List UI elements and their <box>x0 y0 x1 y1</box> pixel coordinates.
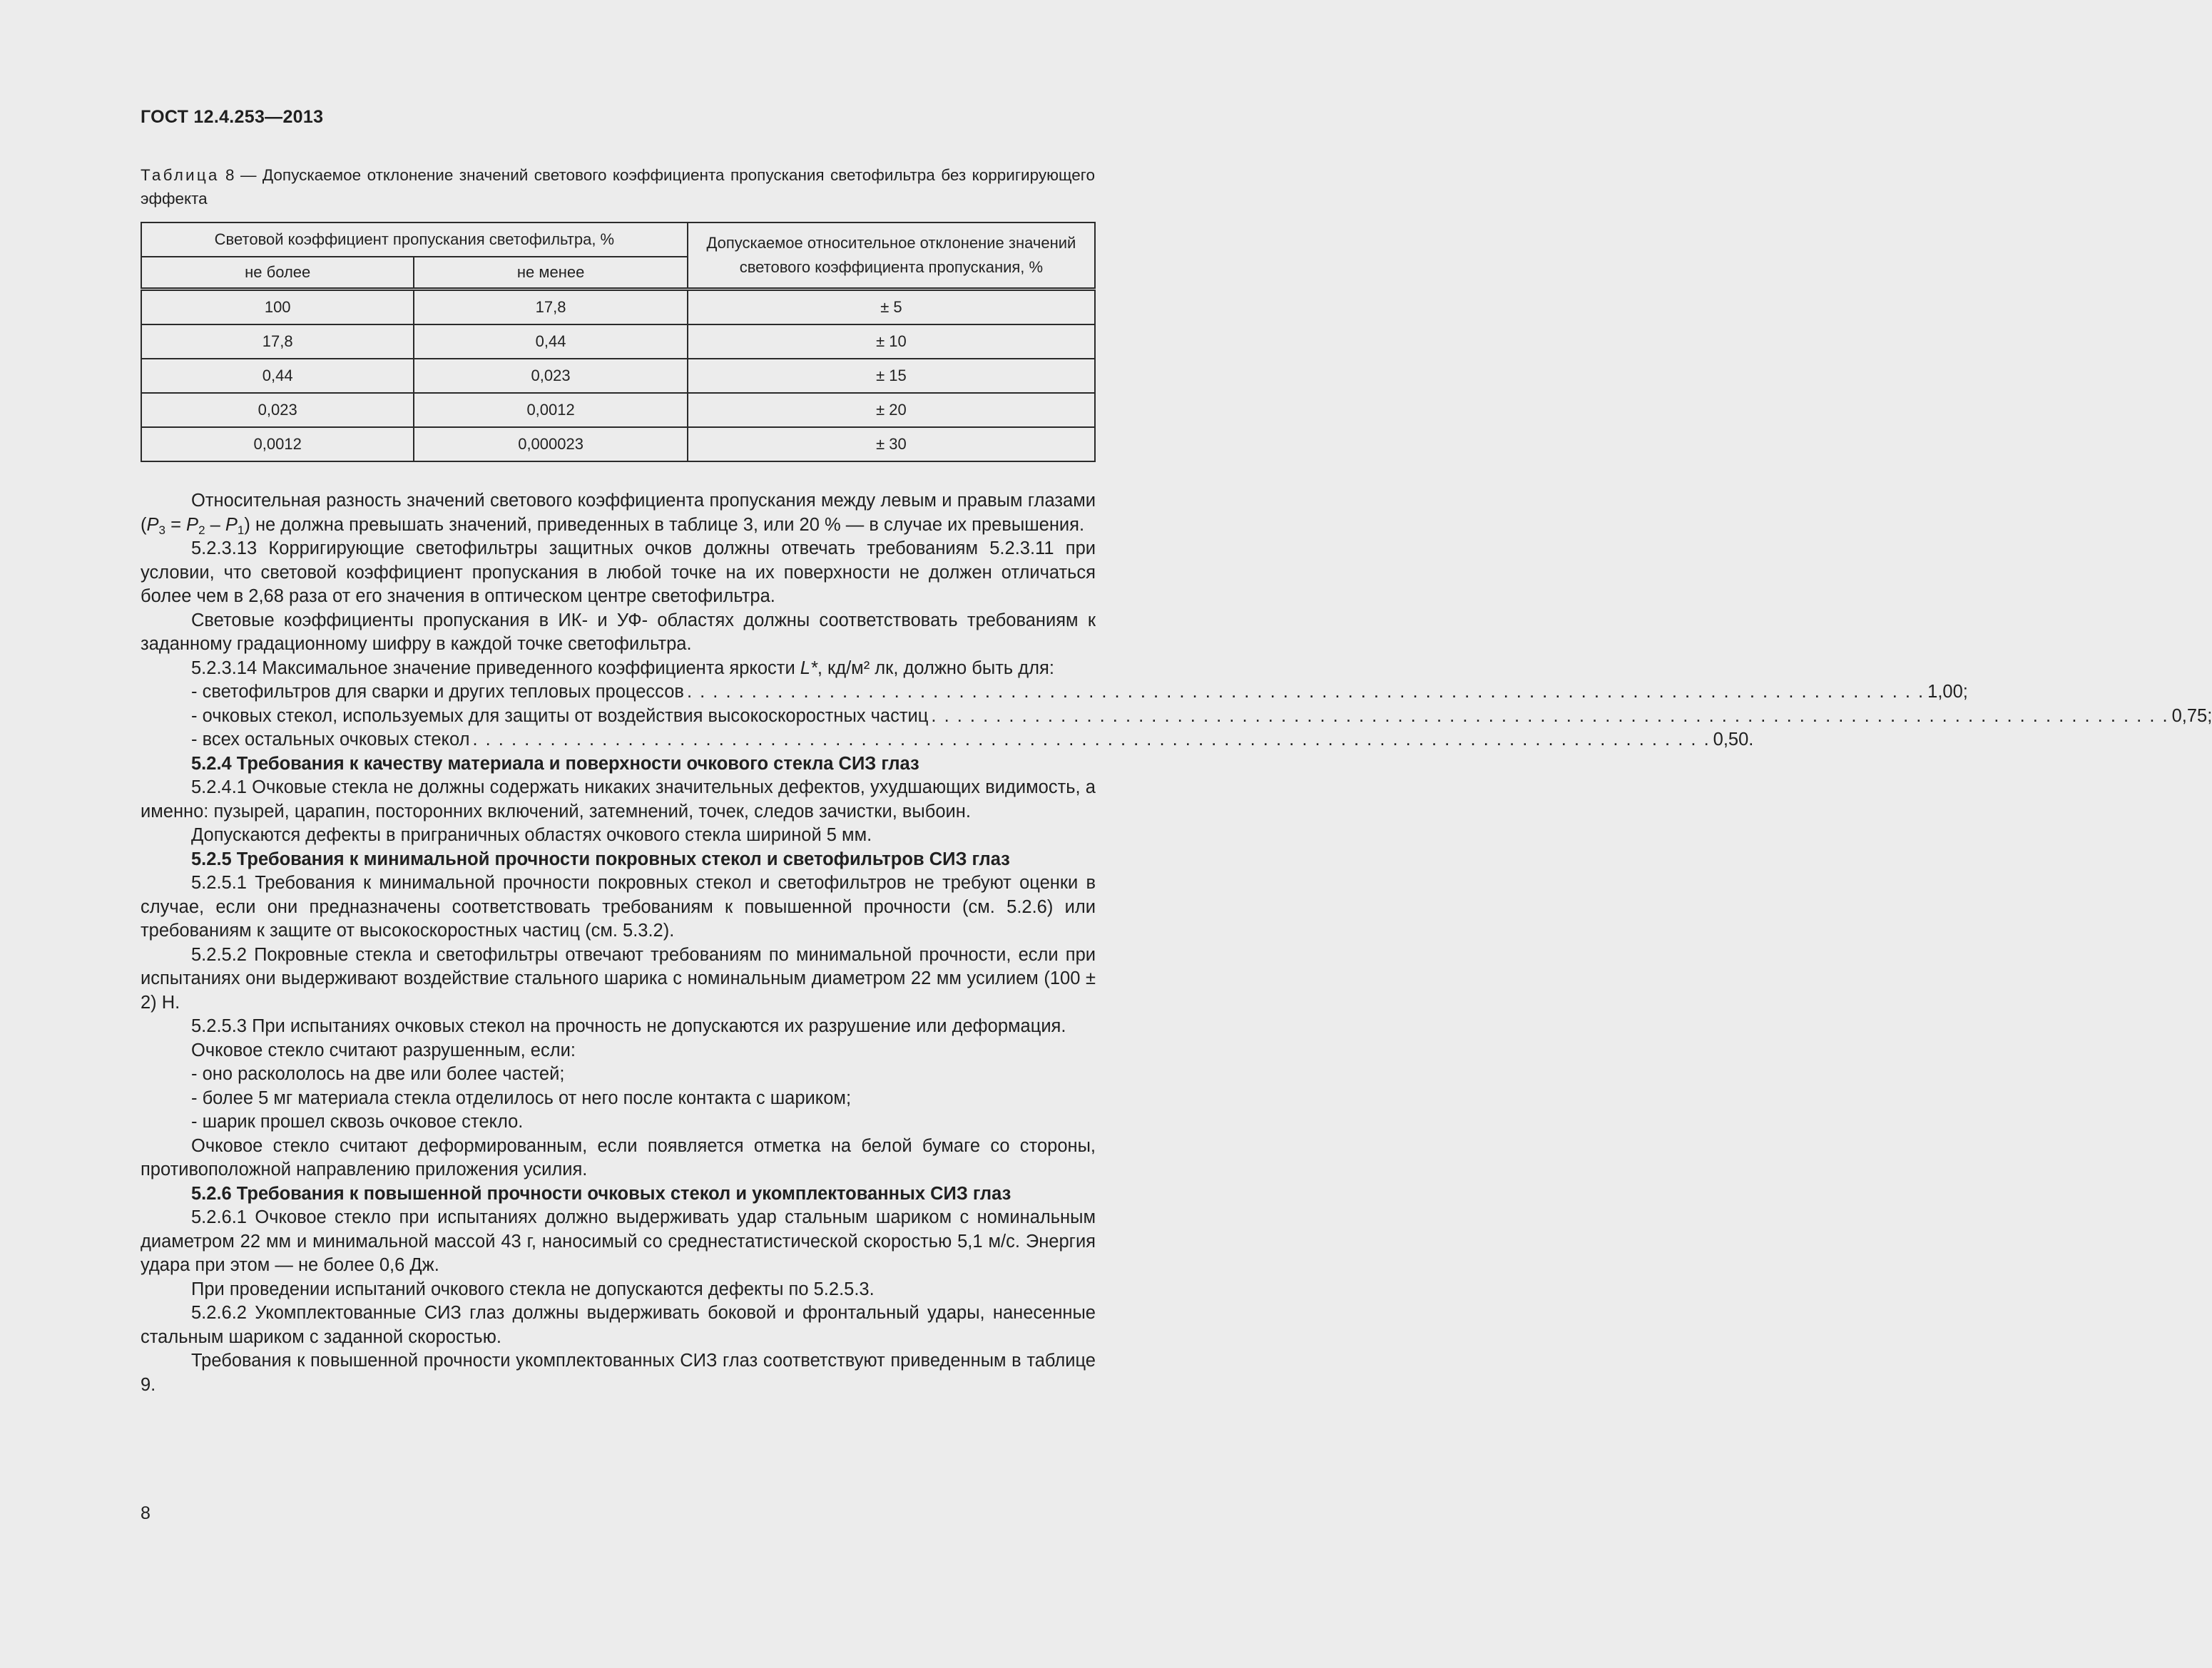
table-row <box>141 359 1095 393</box>
heading-5-2-5: 5.2.5 Требования к минимальной прочности покровных стекол и светофильтров СИЗ глаз <box>191 849 1010 869</box>
cell-min: 17,8 <box>414 290 687 325</box>
document-header: ГОСТ 12.4.253—2013 <box>141 107 324 127</box>
header-group-cell: Световой коэффициент пропускания светофильтра, % <box>141 222 688 257</box>
list-item: - шарик прошел сквозь очковое стекло. <box>191 1112 524 1132</box>
cell-min: 0,000023 <box>414 427 687 461</box>
leader-dots: . . . . . . . . . . . . . . . . . . . . . . . . . . . . . . . . . . . . . . . . . . . . . . . . . . . . . . . . . . . . . . . . . . . . . . . . . . . . . . . . . . . . . . . . . . . . . . . . <box>931 705 2169 726</box>
heading-5-2-4: 5.2.4 Требования к качеству материала и поверхности очкового стекла СИЗ глаз <box>191 753 919 774</box>
paragraph-5-2-4-1: 5.2.4.1 Очковые стекла не должны содержать никаких значительных дефектов, ухудшающих видимость, а именно: пузырей, царапин, посторонних включений, затемнений, точек, следов зачистки, выбоин. <box>141 777 1096 822</box>
cell-max: 17,8 <box>141 324 414 359</box>
paragraph-5-2-5-1: 5.2.5.1 Требования к минимальной прочности покровных стекол и светофильтров не требуют оценки в случае, если они предназначены соответствовать требованиям к повышенной прочности (см. 5.2.6) или требованиям к защите от высокоскоростных частиц (см. 5.3.2). <box>141 873 1096 941</box>
page-number: 8 <box>141 1503 151 1523</box>
leader-dots: . . . . . . . . . . . . . . . . . . . . . . . . . . . . . . . . . . . . . . . . . . . . . . . . . . . . . . . . . . . . . . . . . . . . . . . . . . . . . . . . . . . . . . . . . . . . . . . . <box>686 682 1925 702</box>
header-deviation-cell: Допускаемое относительное отклонение значений светового коэффициента пропускания, % <box>688 222 1095 290</box>
paragraph-deformed: Очковое стекло считают деформированным, если появляется отметка на белой бумаге со стороны, противоположной направлению приложения усилия. <box>141 1135 1096 1180</box>
list-item: - оно раскололось на две или более частей; <box>191 1064 565 1084</box>
header-min-cell: не менее <box>414 257 687 290</box>
paragraph-5-2-3-14: 5.2.3.14 Максимальное значение приведенного коэффициента яркости L*, кд/м² лк, должно быть для: <box>191 658 1054 678</box>
paragraph-relative-difference: Относительная разность значений светового коэффициента пропускания между левым и правым глазами $(P_3 = P_2 - P_1)$ не должна превышать значений, приведенных в таблице 3, или 20 % — в случае их превышения. <box>141 491 1096 537</box>
paragraph-test-defects: При проведении испытаний очкового стекла не допускаются дефекты по 5.2.5.3. <box>191 1279 875 1299</box>
cell-min: 0,44 <box>414 324 687 359</box>
leader-line-other: - всех остальных очковых стекол . . . . . . . . . . . . . . . . . . . . . . . . . . . . . . . . . . . . . . . . . . . . . . . . . . . . . . . . . . . . . . . . . . . . . . . . . . . . . . . . . . . . . . . . . . . . . . . . 0,50. <box>141 728 1096 752</box>
leader-line-high-speed: - очковых стекол, используемых для защиты от воздействия высокоскоростных частиц . . . . . . . . . . . . . . . . . . . . . . . . . . . . . . . . . . . . . . . . . . . . . . . . . . . . . . . . . . . . . . . . . . . . . . . . . . . . . . . . . . . . . . . . . . . . . . . . 0,75; <box>141 705 1096 729</box>
table-row <box>141 393 1095 427</box>
cell-min: 0,0012 <box>414 393 687 427</box>
cell-max: 100 <box>141 290 414 325</box>
table-8 <box>141 222 1096 462</box>
cell-max: 0,0012 <box>141 427 414 461</box>
paragraph-ir-uv: Световые коэффициенты пропускания в ИК- и УФ- областях должны соответствовать требованиям к заданному градационному шифру в каждой точке светофильтра. <box>141 610 1096 654</box>
paragraph-5-2-5-2: 5.2.5.2 Покровные стекла и светофильтры отвечают требованиям по минимальной прочности, если при испытаниях они выдерживают воздействие стального шарика с номинальным диаметром 22 мм усилием (100 ± 2) Н. <box>141 944 1096 1013</box>
paragraph-5-2-6-2: 5.2.6.2 Укомплектованные СИЗ глаз должны выдерживать боковой и фронтальный удары, нанесенные стальным шариком с заданной скоростью. <box>141 1303 1096 1347</box>
paragraph-5-2-6-1: 5.2.6.1 Очковое стекло при испытаниях должно выдерживать удар стальным шариком с номинальным диаметром 22 мм и минимальной массой 43 г, наносимый со среднестатистической скоростью 5,1 м/с. Энергия удара при этом — не более 0,6 Дж. <box>141 1207 1096 1275</box>
cell-dev: ± 10 <box>688 324 1095 359</box>
paragraph-5-2-3-13: 5.2.3.13 Корригирующие светофильтры защитных очков должны отвечать требованиям 5.2.3.11 при условии, что световой коэффициент пропускания в любой точке на их поверхности не должен отличаться более чем в 2,68 раза от его значения в оптическом центре светофильтра. <box>141 538 1096 606</box>
paragraph-5-2-5-3: 5.2.5.3 При испытаниях очковых стекол на прочность не допускаются их разрушение или деформация. <box>191 1016 1066 1036</box>
list-item: - более 5 мг материала стекла отделилось от него после контакта с шариком; <box>191 1088 852 1108</box>
leader-line-welding: - светофильтров для сварки и других тепловых процессов . . . . . . . . . . . . . . . . . . . . . . . . . . . . . . . . . . . . . . . . . . . . . . . . . . . . . . . . . . . . . . . . . . . . . . . . . . . . . . . . . . . . . . . . . . . . . . . . 1,00; <box>141 680 1096 705</box>
paragraph-table-9-ref: Требования к повышенной прочности укомплектованных СИЗ глаз соответствуют приведенным в таблице 9. <box>141 1351 1096 1395</box>
heading-5-2-6: 5.2.6 Требования к повышенной прочности очковых стекол и укомплектованных СИЗ глаз <box>191 1183 1011 1204</box>
cell-min: 0,023 <box>414 359 687 393</box>
leader-dots: . . . . . . . . . . . . . . . . . . . . . . . . . . . . . . . . . . . . . . . . . . . . . . . . . . . . . . . . . . . . . . . . . . . . . . . . . . . . . . . . . . . . . . . . . . . . . . . . <box>472 730 1711 749</box>
cell-max: 0,023 <box>141 393 414 427</box>
paragraph-broken-if: Очковое стекло считают разрушенным, если: <box>191 1040 576 1060</box>
cell-dev: ± 30 <box>688 427 1095 461</box>
cell-max: 0,44 <box>141 359 414 393</box>
table-caption <box>141 163 1095 210</box>
table-row <box>141 427 1095 461</box>
table-caption-label: Таблица <box>141 166 220 184</box>
cell-dev: ± 15 <box>688 359 1095 393</box>
cell-dev: ± 5 <box>688 290 1095 325</box>
paragraph-border-defects: Допускаются дефекты в приграничных областях очкового стекла шириной 5 мм. <box>191 825 872 845</box>
cell-dev: ± 20 <box>688 393 1095 427</box>
table-caption-text: 8 — Допускаемое отклонение значений светового коэффициента пропускания светофильтра без корригирующего эффекта <box>141 166 1095 208</box>
table-header-row <box>141 222 1095 257</box>
header-max-cell: не более <box>141 257 414 290</box>
table-row <box>141 290 1095 325</box>
table-row <box>141 324 1095 359</box>
document-body <box>141 489 2212 1397</box>
